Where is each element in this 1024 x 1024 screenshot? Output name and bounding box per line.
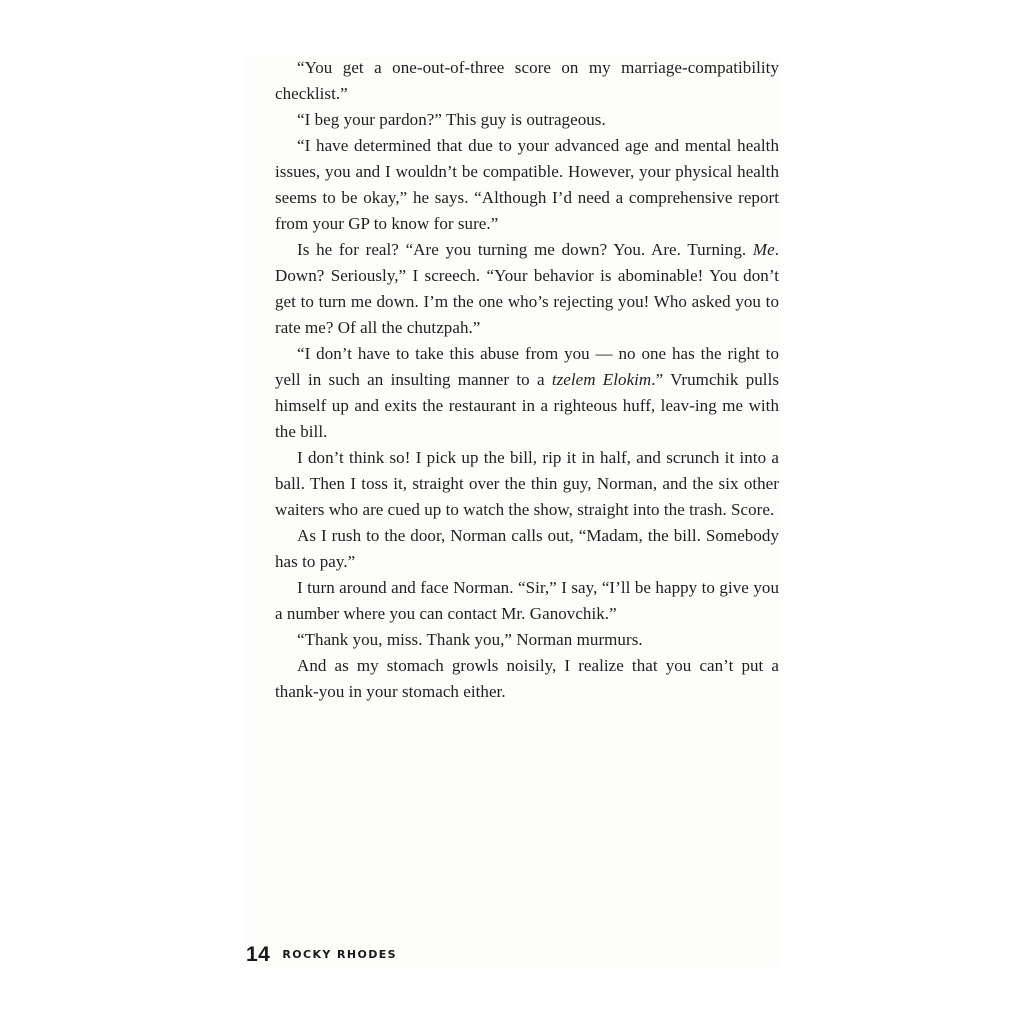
- paragraph-text: Is he for real? “Are you turning me down? You. Are. Turning.: [297, 240, 753, 259]
- paragraph-text: “I don’t have to take this abuse from you — no one has the right to yell in such an insulting manner to a: [275, 344, 779, 389]
- paragraph: “I have determined that due to your advanced age and mental health issues, you and I wouldn’t be compatible. However, your physical health seems to be okay,” he says. “Although I’d need a comprehensive report from your GP to know for sure.”: [275, 136, 779, 233]
- paragraph: I don’t think so! I pick up the bill, rip it in half, and scrunch it into a ball. Then I toss it, straight over the thin guy, Norman, and the six other waiters who are cued up to watch the show, straight into the trash. Score.: [275, 448, 779, 519]
- paragraph-text: . Down? Seriously,” I screech. “Your behavior is abominable! You don’t get to turn me down. I’m the one who’s rejecting you! Who asked you to rate me? Of all the chutzpah.”: [275, 240, 779, 337]
- paragraph: I turn around and face Norman. “Sir,” I say, “I’ll be happy to give you a number where you can contact Mr. Ganovchik.”: [275, 578, 779, 623]
- paragraph-text: .” Vrumchik pulls himself up and exits the restaurant in a righteous huff, leav-ing me with the bill.: [275, 370, 780, 441]
- body-text: [275, 55, 779, 705]
- paragraph: “I beg your pardon?” This guy is outrageous.: [297, 110, 606, 129]
- paragraph: And as my stomach growls noisily, I realize that you can’t put a thank-you in your stomach either.: [275, 656, 779, 701]
- paragraph: [275, 341, 779, 445]
- page-number: 14: [246, 943, 271, 966]
- paragraph: “Thank you, miss. Thank you,” Norman murmurs.: [297, 630, 643, 649]
- italic-text: tzelem Elokim: [551, 370, 652, 389]
- running-head: ROCKY RHODES: [282, 948, 397, 961]
- page-footer: [246, 943, 397, 967]
- paragraph: “You get a one-out-of-three score on my marriage-compatibility checklist.”: [275, 58, 779, 103]
- italic-text: Me: [752, 240, 775, 259]
- paragraph: [275, 237, 779, 341]
- paragraph: As I rush to the door, Norman calls out, “Madam, the bill. Somebody has to pay.”: [275, 526, 779, 571]
